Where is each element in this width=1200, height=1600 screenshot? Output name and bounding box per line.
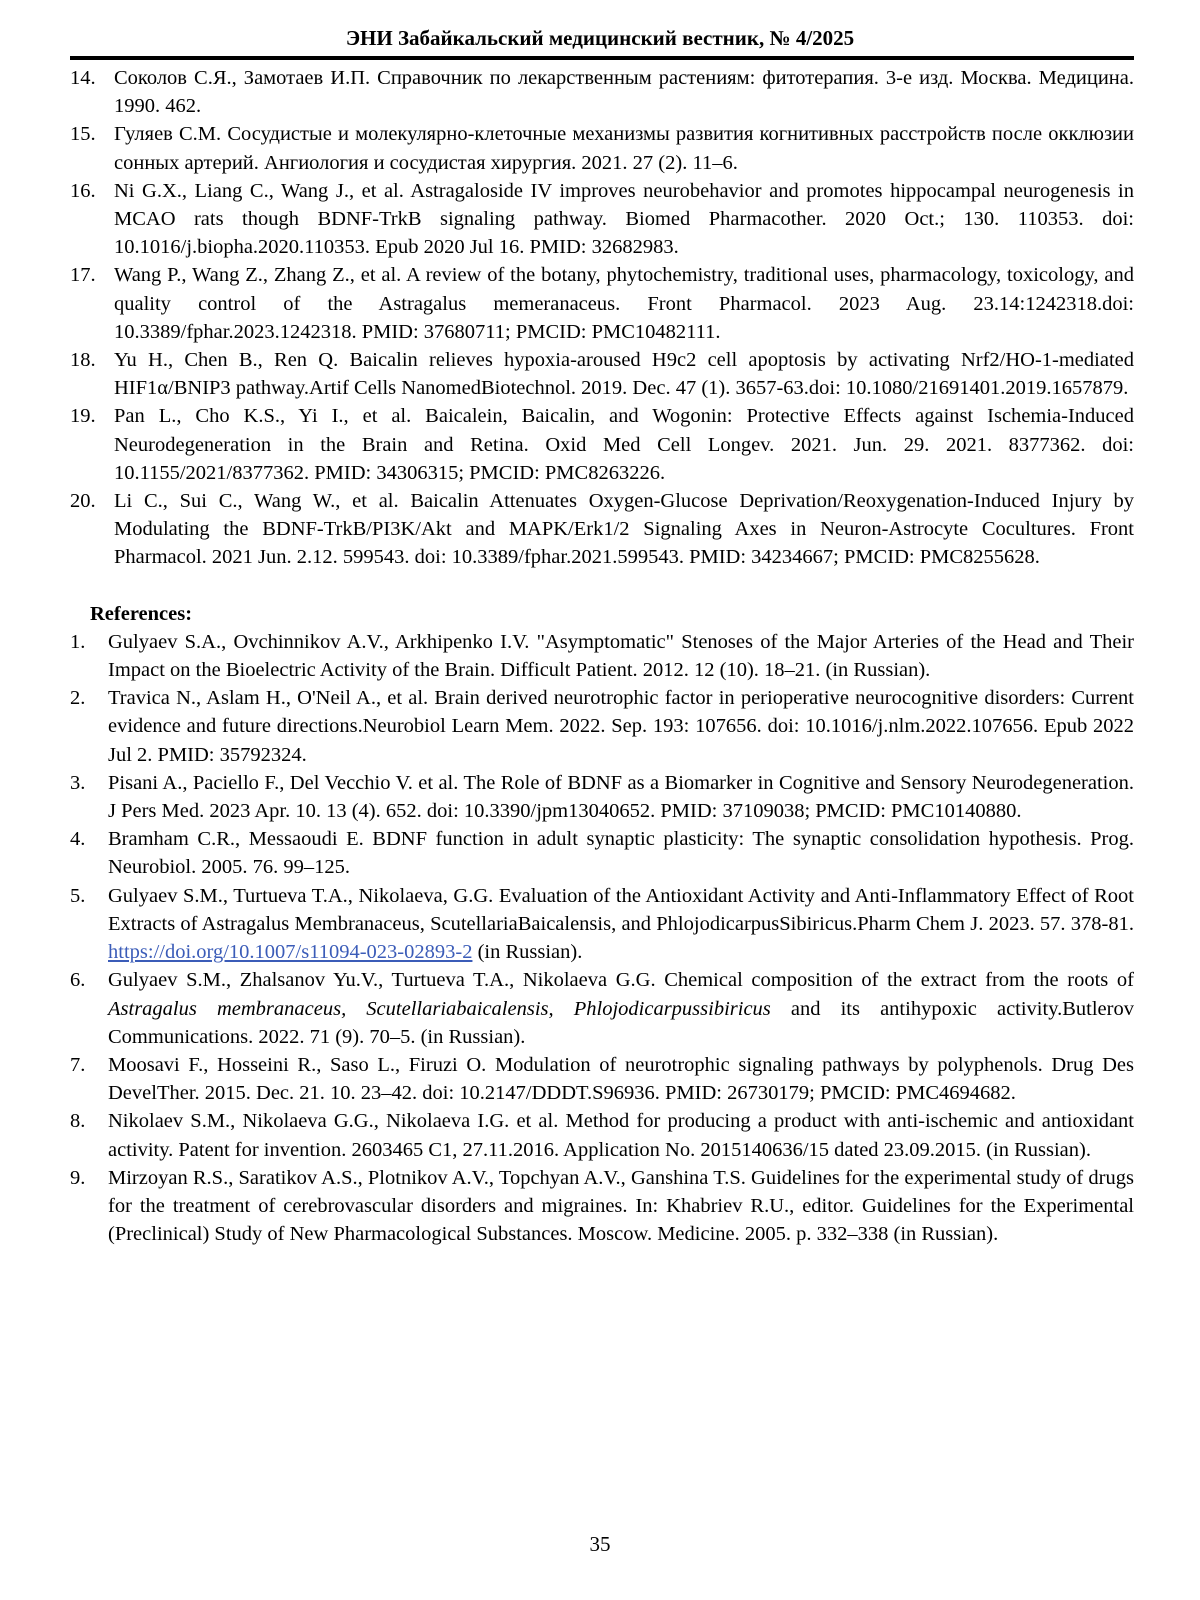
reference-text: Moosavi F., Hosseini R., Saso L., Firuzi O. Modulation of neurotrophic signaling pathways by polyphenols. Drug Des DevelTher. 2015. Dec. 21. 10. 23–42. doi: 10.2147/DDDT.S96936. PMID: 26730179; PMCID: PMC4694682. [108, 1053, 1134, 1105]
reference-item [70, 346, 1134, 402]
english-references [70, 600, 1134, 1249]
reference-item [70, 64, 1134, 120]
reference-text-part: (in Russian). [472, 941, 583, 964]
reference-number: 18. [70, 349, 96, 372]
reference-number: 8. [70, 1110, 86, 1133]
reference-text: Wang P., Wang Z., Zhang Z., et al. A review of the botany, phytochemistry, traditional uses, pharmacology, toxicology, and quality control of the Astragalus memeranaceus. Front Pharmacol. 2023 Aug. 23.14:1242318.doi: 10.3389/fphar.2023.1242318. PMID: 37680711; PMCID: PMC10482111. [114, 264, 1134, 343]
reference-number: 4. [70, 828, 86, 851]
doi-link[interactable]: https://doi.org/10.1007/s11094-023-02893-2 [108, 941, 473, 964]
reference-number: 20. [70, 490, 96, 513]
reference-number: 5. [70, 884, 86, 907]
reference-item [70, 1051, 1134, 1107]
reference-text-part: and its antihypoxic activity.Butlerov Communications. 2022. 71 (9). 70–5. (in Russian). [108, 997, 1134, 1048]
journal-header: ЭНИ Забайкальский медицинский вестник, № 4/2025 [345, 26, 855, 50]
reference-number: 3. [70, 771, 86, 794]
reference-text: Gulyaev S.A., Ovchinnikov A.V., Arkhipenko I.V. "Asymptomatic" Stenoses of the Major Arteries of the Head and Their Impact on the Bioelectric Activity of the Brain. Difficult Patient. 2012. 12 (10). 18–21. (in Russian). [108, 630, 1134, 682]
reference-number: 19. [70, 405, 96, 428]
reference-text: Li C., Sui C., Wang W., et al. Baicalin Attenuates Oxygen-Glucose Deprivation/Reoxygenation-Induced Injury by Modulating the BDNF-TrkB/PI3K/Akt and MAPK/Erk1/2 Signaling Axes in Neuron-Astrocyte Cocultures. Front Pharmacol. 2021 Jun. 2.12. 599543. doi: 10.3389/fphar.2021.599543. PMID: 34234667; PMCID: PMC8255628. [114, 490, 1134, 569]
reference-text: Соколов С.Я., Замотаев И.П. Справочник по лекарственным растениям: фитотерапия. 3-е изд. Москва. Медицина. 1990. 462. [114, 67, 1134, 118]
reference-list-russian [70, 64, 1134, 572]
reference-item [70, 966, 1134, 1051]
reference-item [70, 487, 1134, 572]
reference-text [108, 882, 1134, 967]
reference-item [70, 769, 1134, 825]
reference-item [70, 1164, 1134, 1249]
reference-item [70, 882, 1134, 967]
reference-text-part: Gulyaev S.M., Zhalsanov Yu.V., Turtueva T.A., Nikolaeva G.G. Chemical composition of the extract from the roots of [108, 969, 1134, 992]
reference-text: Yu H., Chen B., Ren Q. Baicalin relieves hypoxia-aroused H9c2 cell apoptosis by activating Nrf2/HO-1-mediated HIF1α/BNIP3 pathway.Artif Cells NanomedBiotechnol. 2019. Dec. 47 (1). 3657-63.doi: 10.1080/21691401.2019.1657879. [114, 349, 1134, 400]
header-rule [70, 56, 1134, 60]
reference-text: Pisani A., Paciello F., Del Vecchio V. et al. The Role of BDNF as a Biomarker in Cognitive and Sensory Neurodegeneration. J Pers Med. 2023 Apr. 10. 13 (4). 652. doi: 10.3390/jpm13040652. PMID: 37109038; PMCID: PMC10140880. [108, 771, 1134, 823]
reference-list-english [70, 628, 1134, 1248]
reference-text: Pan L., Cho K.S., Yi I., et al. Baicalein, Baicalin, and Wogonin: Protective Effects against Ischemia-Induced Neurodegeneration in the Brain and Retina. Oxid Med Cell Longev. 2021. Jun. 29. 2021. 8377362. doi: 10.1155/2021/8377362. PMID: 34306315; PMCID: PMC8263226. [114, 405, 1134, 484]
reference-number: 15. [70, 123, 96, 146]
reference-number: 16. [70, 179, 96, 202]
reference-text: Гуляев С.М. Сосудистые и молекулярно-клеточные механизмы развития когнитивных расстройств после окклюзии сонных артерий. Ангиология и сосудистая хирургия. 2021. 27 (2). 11–6. [114, 123, 1134, 174]
reference-item [70, 120, 1134, 176]
reference-number: 17. [70, 264, 96, 287]
reference-number: 2. [70, 687, 86, 710]
reference-number: 1. [70, 630, 86, 653]
reference-text: Mirzoyan R.S., Saratikov A.S., Plotnikov A.V., Topchyan A.V., Ganshina T.S. Guidelines for the experimental study of drugs for the treatment of cerebrovascular disorders and migraines. In: Khabriev R.U., editor. Guidelines for the Experimental (Preclinical) Study of New Pharmacological Substances. Moscow. Medicine. 2005. p. 332–338 (in Russian). [108, 1166, 1134, 1246]
reference-number: 6. [70, 969, 86, 992]
reference-text: Ni G.X., Liang C., Wang J., et al. Astragaloside IV improves neurobehavior and promotes hippocampal neurogenesis in MCAO rats though BDNF-TrkB signaling pathway. Biomed Pharmacother. 2020 Oct.; 130. 110353. doi: 10.1016/j.biopha.2020.110353. Epub 2020 Jul 16. PMID: 32682983. [114, 179, 1134, 259]
reference-item [70, 825, 1134, 881]
reference-text: Bramham C.R., Messaoudi E. BDNF function in adult synaptic plasticity: The synaptic consolidation hypothesis. Prog. Neurobiol. 2005. 76. 99–125. [108, 828, 1134, 879]
references-heading: References: [90, 602, 193, 625]
reference-item [70, 402, 1134, 487]
reference-item [70, 628, 1134, 684]
reference-number: 14. [70, 67, 96, 89]
species-names-italic: Astragalus membranaceus, Scutellariabaicalensis, Phlojodicarpussibiricus [108, 997, 771, 1020]
reference-section [70, 64, 1134, 1248]
reference-item [70, 684, 1134, 769]
reference-item [70, 261, 1134, 346]
reference-text: Nikolaev S.M., Nikolaeva G.G., Nikolaeva I.G. et al. Method for producing a product with anti-ischemic and antioxidant activity. Patent for invention. 2603465 C1, 27.11.2016. Application No. 2015140636/15 dated 23.09.2015. (in Russian). [108, 1110, 1134, 1161]
reference-text-part: Gulyaev S.M., Turtueva T.A., Nikolaeva, G.G. Evaluation of the Antioxidant Activity and Anti-Inflammatory Effect of Root Extracts of Astragalus Membranaceus, ScutellariaBaicalensis, and PhlojodicarpusSibiricus.Pharm Chem J. 2023. 57. 378-81. [108, 884, 1134, 935]
reference-text: Travica N., Aslam H., O'Neil A., et al. Brain derived neurotrophic factor in perioperative neurocognitive disorders: Current evidence and future directions.Neurobiol Learn Mem. 2022. Sep. 193: 107656. doi: 10.1016/j.nlm.2022.107656. Epub 2022 Jul 2. PMID: 35792324. [108, 687, 1134, 766]
reference-item [70, 177, 1134, 262]
reference-number: 7. [70, 1053, 86, 1076]
reference-text [108, 966, 1134, 1051]
reference-item [70, 1107, 1134, 1163]
reference-number: 9. [70, 1166, 86, 1189]
page-number: 35 [589, 1532, 611, 1556]
